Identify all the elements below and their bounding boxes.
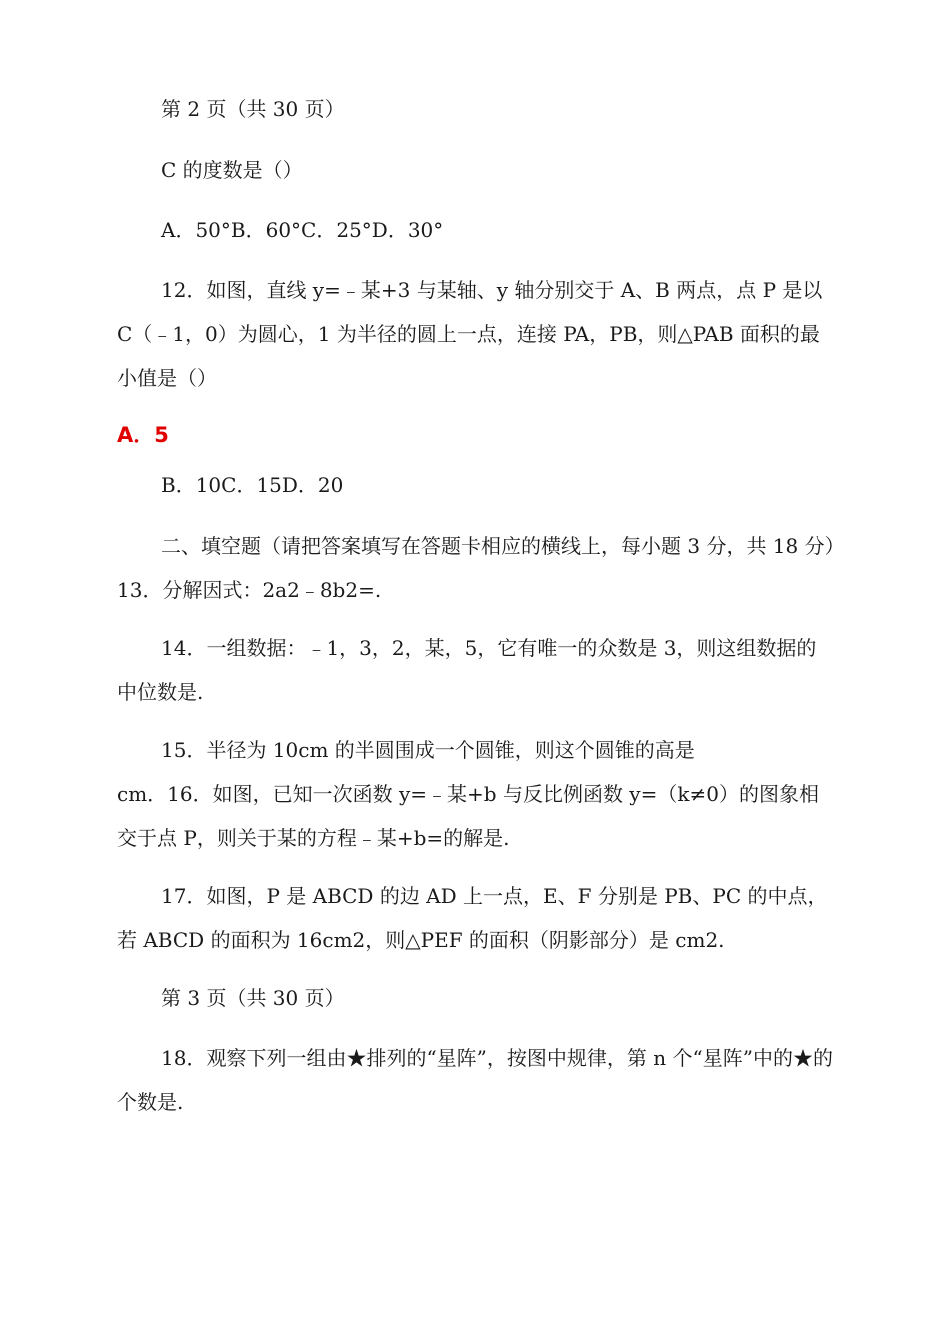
question-11-continued: C 的度数是（）	[161, 158, 303, 182]
question-15: 15．半径为 10cm 的半圆围成一个圆锥，则这个圆锥的高是	[161, 738, 695, 762]
question-12-stem: 12．如图，直线 y=﹣某+3 与某轴、y 轴分别交于 A、B 两点，点 P 是以 C（﹣1，0）为圆心，1 为半径的圆上一点，连接 PA，PB，则△PAB 面积的最小值是（）	[117, 278, 823, 390]
section-fill-in-blank: 二、填空题（请把答案填写在答题卡相应的横线上，每小题 3 分，共 18 分）13．分解因式：2a2﹣8b2=.	[117, 534, 835, 602]
page-number-2: 第 2 页（共 30 页）	[161, 97, 345, 121]
page-number-3: 第 3 页（共 30 页）	[161, 986, 345, 1010]
question-18: 18．观察下列一组由★排列的“星阵”，按图中规律，第 n 个“星阵”中的★的个数是.	[117, 1046, 833, 1114]
question-16: cm．16．如图，已知一次函数 y=﹣某+b 与反比例函数 y=（k≠0）的图象相交于点 P，则关于某的方程﹣某+b=的解是.	[117, 782, 819, 850]
question-11-options: A．50°B．60°C．25°D．30°	[161, 218, 444, 242]
question-12-answer: A．5	[117, 423, 169, 447]
question-17: 17．如图，P 是 ABCD 的边 AD 上一点，E、F 分别是 PB、PC 的中点，若 ABCD 的面积为 16cm2，则△PEF 的面积（阴影部分）是 cm2.	[117, 884, 828, 952]
question-14: 14．一组数据：﹣1，3，2，某，5，它有唯一的众数是 3，则这组数据的中位数是.	[117, 636, 817, 704]
question-12-options: B．10C．15D．20	[161, 473, 344, 497]
